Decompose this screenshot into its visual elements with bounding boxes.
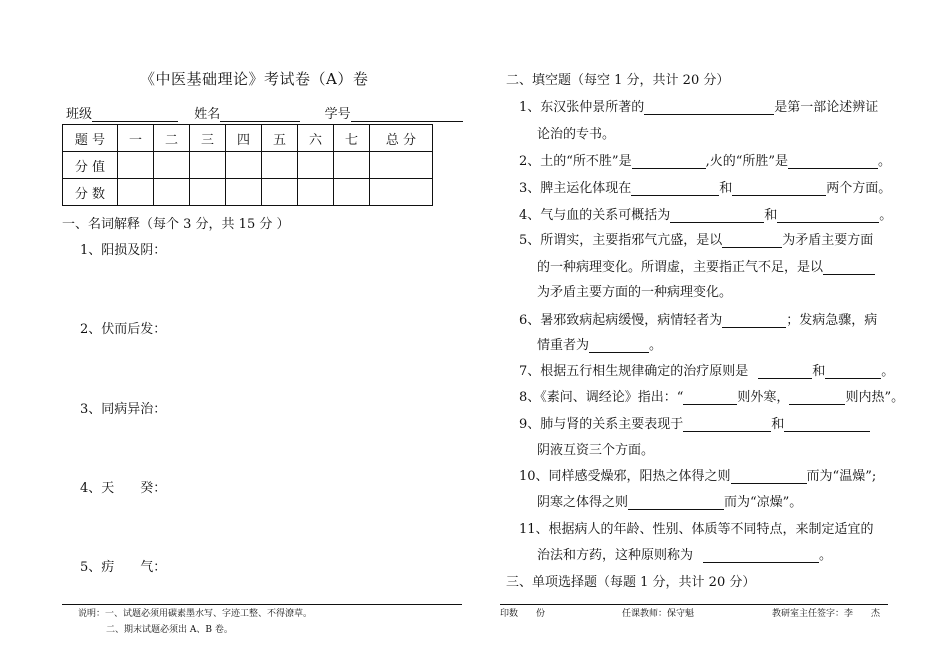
question-4 [519, 204, 892, 223]
q2-text-b: ,火的“所胜”是 [705, 154, 789, 169]
q4-text-b: 和 [764, 208, 778, 223]
section-2-heading: 二、填空题（每空 1 分，共计 20 分） [506, 73, 730, 88]
q4-text-c: 。 [879, 208, 893, 223]
table-row [63, 179, 433, 206]
class-label: 班级 [66, 107, 93, 122]
table-header-cell: 五 [262, 125, 298, 152]
q9-blank-2[interactable] [784, 417, 870, 432]
question-5-line-2 [537, 256, 875, 275]
q4-blank-1[interactable] [670, 208, 764, 223]
table-header-cell: 三 [190, 125, 226, 152]
footer-divider-right [500, 604, 888, 605]
score-cell[interactable] [334, 179, 370, 206]
q6-text-c: 情重者为 [537, 338, 590, 353]
table-header-cell: 二 [154, 125, 190, 152]
score-cell[interactable] [118, 152, 154, 179]
class-field[interactable] [92, 107, 178, 122]
q8-text-a: 8、《素问、调经论》指出：“ [519, 390, 684, 405]
footer-divider-left [62, 604, 462, 605]
question-6-line-2 [537, 334, 662, 353]
score-cell[interactable] [190, 179, 226, 206]
q3-blank-2[interactable] [732, 181, 826, 196]
score-cell[interactable] [226, 179, 262, 206]
q6-text-a: 6、暑邪致病起病缓慢，病情轻者为 [519, 313, 723, 328]
question-10-line-2 [537, 491, 802, 510]
table-header-cell: 题 号 [63, 125, 118, 152]
question-1-line-1 [519, 96, 878, 115]
row-label: 分 数 [63, 179, 118, 206]
q11-blank-1[interactable] [703, 548, 819, 563]
q2-blank-1[interactable] [632, 154, 706, 169]
score-cell[interactable] [190, 152, 226, 179]
q7-blank-2[interactable] [825, 364, 881, 379]
score-cell[interactable] [370, 152, 433, 179]
question-11-line-2 [537, 544, 832, 563]
score-cell[interactable] [262, 179, 298, 206]
q9-text-b: 和 [771, 417, 785, 432]
q11-text-b: 治法和方药，这种原则称为 [537, 548, 694, 563]
q1-text-a: 1、东汉张仲景所著的 [519, 100, 645, 115]
student-info-row [66, 103, 463, 122]
q7-text-a: 7、根据五行相生规律确定的治疗原则是 [519, 364, 749, 379]
q1-blank-1[interactable] [644, 100, 774, 115]
score-cell[interactable] [118, 179, 154, 206]
q3-text-c: 两个方面。 [826, 181, 892, 196]
question-1-line-2: 论治的专书。 [537, 127, 616, 142]
q10-blank-1[interactable] [731, 469, 807, 484]
score-table-header [63, 125, 433, 152]
question-8 [519, 386, 904, 405]
score-cell[interactable] [226, 152, 262, 179]
q3-text-b: 和 [719, 181, 733, 196]
score-cell[interactable] [334, 152, 370, 179]
q5-blank-1[interactable] [722, 233, 782, 248]
q2-text-c: 。 [878, 154, 892, 169]
question-11-line-1: 11、根据病人的年龄、性别、体质等不同特点，来制定适宜的 [519, 522, 874, 537]
table-header-cell: 六 [298, 125, 334, 152]
q7-text-b: 和 [812, 364, 826, 379]
q10-text-d: 而为“凉燥”。 [724, 495, 803, 510]
q3-blank-1[interactable] [631, 181, 719, 196]
id-label: 学号 [324, 107, 351, 122]
section-3-heading: 三、单项选择题（每题 1 分，共计 20 分） [506, 575, 756, 590]
q5-blank-2[interactable] [823, 260, 875, 275]
question-6-line-1 [519, 309, 877, 328]
question-5-line-3: 为矛盾主要方面的一种病理变化。 [537, 285, 733, 300]
question-9-line-2: 阴液互资三个方面。 [537, 443, 655, 458]
table-header-cell: 一 [118, 125, 154, 152]
q5-text-b: 为矛盾主要方面 [782, 233, 874, 248]
score-cell[interactable] [298, 179, 334, 206]
term-2: 2、伏而后发： [80, 322, 167, 337]
term-3: 3、同病异治： [80, 402, 167, 417]
term-5: 5、疠 气： [80, 560, 167, 575]
q8-text-c: 则内热”。 [845, 390, 905, 405]
q2-blank-2[interactable] [788, 154, 878, 169]
q10-text-a: 10、同样感受燥邪，阳热之体得之则 [519, 469, 731, 484]
question-9-line-1 [519, 413, 870, 432]
q6-text-b: ；发病急骤，病 [786, 313, 878, 328]
question-5-line-1 [519, 229, 873, 248]
row-label: 分 值 [63, 152, 118, 179]
q8-blank-2[interactable] [789, 390, 845, 405]
name-label: 姓名 [194, 107, 221, 122]
section-1-heading: 一、名词解释（每个 3 分，共 15 分 ） [62, 217, 290, 232]
question-2 [519, 150, 891, 169]
q6-blank-2[interactable] [589, 338, 649, 353]
question-7 [519, 360, 894, 379]
table-header-cell: 总 分 [370, 125, 433, 152]
name-field[interactable] [220, 107, 300, 122]
term-4: 4、天 癸： [80, 481, 167, 496]
q10-text-c: 阴寒之体得之则 [537, 495, 629, 510]
footer-copies: 印数 份 [500, 609, 546, 619]
q10-blank-2[interactable] [628, 495, 724, 510]
q9-text-a: 9、肺与肾的关系主要表现于 [519, 417, 684, 432]
score-cell[interactable] [154, 179, 190, 206]
question-10-line-1 [519, 465, 876, 484]
q8-blank-1[interactable] [683, 390, 737, 405]
q9-blank-1[interactable] [683, 417, 771, 432]
footer-note-2: 二、期末试题必须出 A、B 卷。 [106, 625, 233, 635]
score-cell[interactable] [298, 152, 334, 179]
score-cell[interactable] [154, 152, 190, 179]
footer-note-1: 说明：一、试题必须用碳素墨水写、字迹工整、不得潦草。 [78, 609, 313, 619]
score-table [62, 124, 433, 206]
q3-text-a: 3、脾主运化体现在 [519, 181, 632, 196]
q5-text-a: 5、所谓实，主要指邪气亢盛，是以 [519, 233, 723, 248]
q6-blank-1[interactable] [722, 313, 786, 328]
score-cell[interactable] [370, 179, 433, 206]
term-1: 1、阳损及阴： [80, 243, 167, 258]
q4-text-a: 4、气与血的关系可概括为 [519, 208, 671, 223]
exam-title: 《中医基础理论》考试卷（A）卷 [140, 70, 369, 88]
score-cell[interactable] [262, 152, 298, 179]
id-field[interactable] [351, 107, 463, 122]
q10-text-b: 而为“温燥”; [806, 469, 877, 484]
table-header-cell: 四 [226, 125, 262, 152]
table-header-cell: 七 [334, 125, 370, 152]
q1-text-b: 是第一部论述辨证 [774, 100, 879, 115]
q4-blank-2[interactable] [777, 208, 879, 223]
q11-text-c: 。 [819, 548, 833, 563]
q8-text-b: 则外寒， [737, 390, 790, 405]
footer-teacher: 任课教师：保守魁 [622, 609, 695, 619]
q7-blank-1[interactable] [758, 364, 812, 379]
q7-text-c: 。 [881, 364, 895, 379]
table-row [63, 152, 433, 179]
q2-text-a: 2、土的“所不胜”是 [519, 154, 632, 169]
q6-text-d: 。 [649, 338, 663, 353]
q5-text-c: 的一种病理变化。所谓虚，主要指正气不足，是以 [537, 260, 824, 275]
footer-director: 教研室主任签字：李 杰 [772, 609, 881, 619]
question-3 [519, 177, 891, 196]
